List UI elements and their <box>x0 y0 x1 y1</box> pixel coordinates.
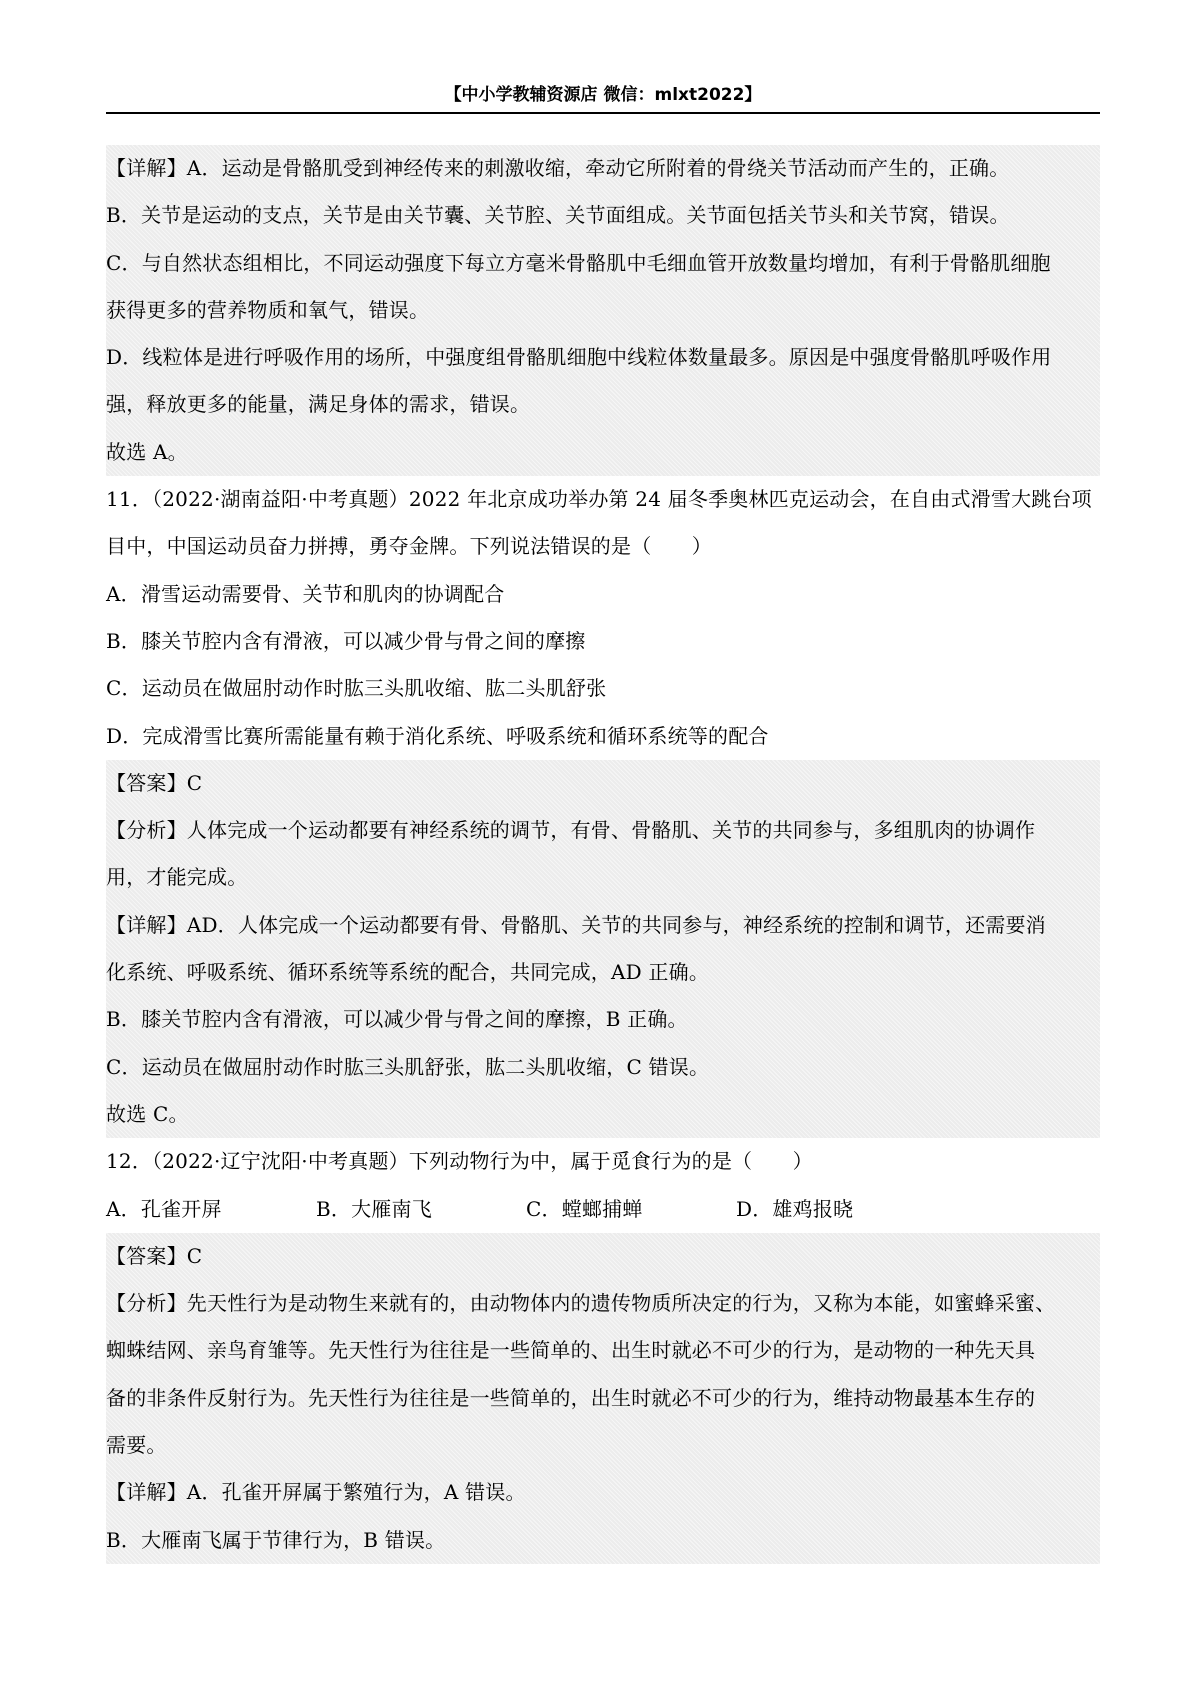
conclusion-line: 故选 C。 <box>106 1101 189 1126</box>
option-c: C．运动员在做屈肘动作时肱三头肌收缩、肱二头肌舒张 <box>106 676 607 701</box>
question-stem: 11．（2022·湖南益阳·中考真题）2022 年北京成功举办第 24 届冬季奥林匹克运动会，在自由式滑雪大跳台项 <box>106 487 1092 512</box>
answer-line: 【答案】C <box>106 1243 203 1268</box>
option-b: B．大雁南飞 <box>316 1196 432 1221</box>
text-line: 获得更多的营养物质和氧气，错误。 <box>106 297 430 322</box>
answer-block-q12 <box>106 1233 1100 1564</box>
detail-line: B．膝关节腔内含有滑液，可以减少骨与骨之间的摩擦，B 正确。 <box>106 1007 688 1032</box>
answer-block-q10 <box>106 145 1100 476</box>
options-row <box>106 1186 1100 1233</box>
analysis-line: 【分析】人体完成一个运动都要有神经系统的调节，有骨、骨骼肌、关节的共同参与，多组肌肉的协调作 <box>106 818 1036 843</box>
analysis-line: 用，才能完成。 <box>106 865 248 890</box>
option-a: A．孔雀开屏 <box>106 1196 222 1221</box>
text-line: B．关节是运动的支点，关节是由关节囊、关节腔、关节面组成。关节面包括关节头和关节窝，错误。 <box>106 203 1010 228</box>
detail-line: B．大雁南飞属于节律行为，B 错误。 <box>106 1527 446 1552</box>
answer-block-q11 <box>106 760 1100 1138</box>
detail-line: 化系统、呼吸系统、循环系统等系统的配合，共同完成，AD 正确。 <box>106 960 710 985</box>
document-body <box>106 145 1100 1564</box>
detail-line: 【详解】AD．人体完成一个运动都要有骨、骨骼肌、关节的共同参与，神经系统的控制和调节，还需要消 <box>106 912 1046 937</box>
text-line: 故选 A。 <box>106 439 188 464</box>
detail-line: C．运动员在做屈肘动作时肱三头肌舒张，肱二头肌收缩，C 错误。 <box>106 1054 710 1079</box>
question-stem: 12．（2022·辽宁沈阳·中考真题）下列动物行为中，属于觅食行为的是（ ） <box>106 1149 813 1174</box>
analysis-line: 【分析】先天性行为是动物生来就有的，由动物体内的遗传物质所决定的行为，又称为本能，如蜜蜂采蜜、 <box>106 1291 1056 1316</box>
text-line: C．与自然状态组相比，不同运动强度下每立方毫米骨骼肌中毛细血管开放数量均增加，有利于骨骼肌细胞 <box>106 250 1051 275</box>
text-line: 强，释放更多的能量，满足身体的需求，错误。 <box>106 392 531 417</box>
answer-line: 【答案】C <box>106 770 203 795</box>
option-d: D．雄鸡报晓 <box>736 1196 854 1221</box>
question-12 <box>106 1138 1100 1233</box>
question-stem: 目中，中国运动员奋力拼搏，勇夺金牌。下列说法错误的是（ ） <box>106 534 712 559</box>
analysis-line: 需要。 <box>106 1433 167 1458</box>
option-d: D．完成滑雪比赛所需能量有赖于消化系统、呼吸系统和循环系统等的配合 <box>106 723 769 748</box>
option-a: A．滑雪运动需要骨、关节和肌肉的协调配合 <box>106 581 505 606</box>
text-line: D．线粒体是进行呼吸作用的场所，中强度组骨骼肌细胞中线粒体数量最多。原因是中强度骨骼肌呼吸作用 <box>106 345 1052 370</box>
text-line: 【详解】A．运动是骨骼肌受到神经传来的刺激收缩，牵动它所附着的骨绕关节活动而产生的，正确。 <box>106 156 1010 180</box>
analysis-line: 蜘蛛结网、亲鸟育雏等。先天性行为往往是一些简单的、出生时就必不可少的行为，是动物的一种先天具 <box>106 1338 1036 1363</box>
question-11 <box>106 476 1100 760</box>
option-c: C．螳螂捕蝉 <box>526 1196 643 1221</box>
option-b: B．膝关节腔内含有滑液，可以减少骨与骨之间的摩擦 <box>106 628 586 653</box>
page-header: 【中小学教辅资源店 微信：mlxt2022】 <box>106 78 1100 114</box>
analysis-line: 备的非条件反射行为。先天性行为往往是一些简单的，出生时就必不可少的行为，维持动物最基本生存的 <box>106 1385 1036 1410</box>
detail-line: 【详解】A．孔雀开屏属于繁殖行为，A 错误。 <box>106 1480 526 1505</box>
